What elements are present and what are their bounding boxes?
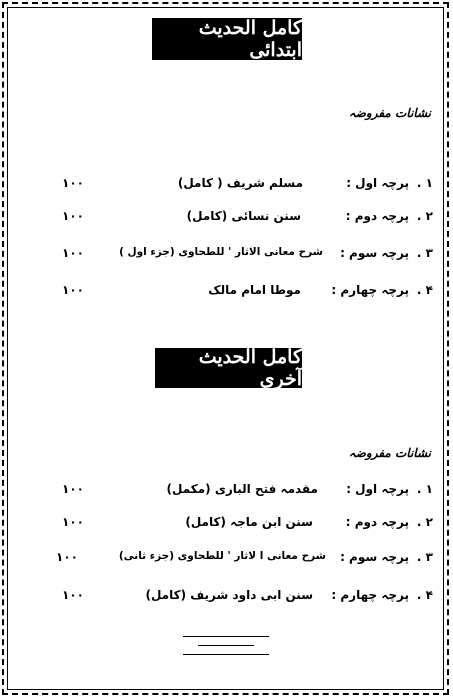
row-label: پرچہ اول :: [346, 482, 409, 496]
footer-rule-1: [183, 636, 269, 637]
row-label: پرچہ سوم :: [340, 246, 409, 260]
row-number: ۱ .: [416, 176, 433, 190]
footer-rule-3: [183, 654, 269, 655]
row-book: موطا امام مالک: [208, 283, 301, 297]
section1-row-1: [0, 176, 453, 198]
row-label: پرچہ چھارم :: [331, 588, 409, 602]
footer-rule-2: [198, 645, 254, 646]
row-number: ۳ .: [416, 550, 433, 564]
row-label: پرچہ اول :: [346, 176, 409, 190]
row-marks: ۱۰۰: [62, 209, 84, 223]
row-label: پرچہ سوم :: [340, 550, 409, 564]
section2-marks-label: نشانات مفروضہ: [348, 446, 431, 460]
row-book: سنن ابی داود شریف (کامل): [145, 588, 313, 602]
section1-row-4: [0, 283, 453, 305]
row-label: پرچہ دوم :: [345, 515, 409, 529]
section2-row-4: [0, 588, 453, 610]
section2-title: کامل الحدیث آخری: [155, 348, 302, 388]
row-book: شرح معانی ا لاثار ' للطحاوی (جزء ثانی): [118, 550, 326, 562]
row-marks: ۱۰۰: [62, 515, 84, 529]
section2-row-2: [0, 515, 453, 537]
section2-row-3: [0, 550, 453, 572]
row-marks: ۱۰۰: [56, 550, 78, 564]
row-number: ۱ .: [416, 482, 433, 496]
row-book: شرح معانی الاثار ' للطحاوی (جزء اول ): [119, 246, 323, 258]
row-marks: ۱۰۰: [62, 283, 84, 297]
row-marks: ۱۰۰: [62, 588, 84, 602]
row-marks: ۱۰۰: [62, 176, 84, 190]
section1-row-2: [0, 209, 453, 231]
row-marks: ۱۰۰: [62, 482, 84, 496]
section1-title: کامل الحدیث ابتدائی: [152, 18, 302, 60]
row-number: ۳ .: [416, 246, 433, 260]
row-marks: ۱۰۰: [62, 246, 84, 260]
row-label: پرچہ چھارم :: [331, 283, 409, 297]
row-number: ۴ .: [416, 588, 433, 602]
row-number: ۲ .: [416, 515, 433, 529]
row-book: سنن ابن ماجہ (کامل): [185, 515, 313, 529]
section1-row-3: [0, 246, 453, 268]
row-book: مقدمہ فتح الباری (مکمل): [166, 482, 318, 496]
section2-row-1: [0, 482, 453, 504]
row-book: مسلم شریف ( کامل): [177, 176, 303, 190]
row-label: پرچہ دوم :: [345, 209, 409, 223]
row-number: ۴ .: [416, 283, 433, 297]
row-book: سنن نسائی (کامل): [186, 209, 301, 223]
section1-marks-label: نشانات مفروضہ: [348, 106, 431, 120]
row-number: ۲ .: [416, 209, 433, 223]
